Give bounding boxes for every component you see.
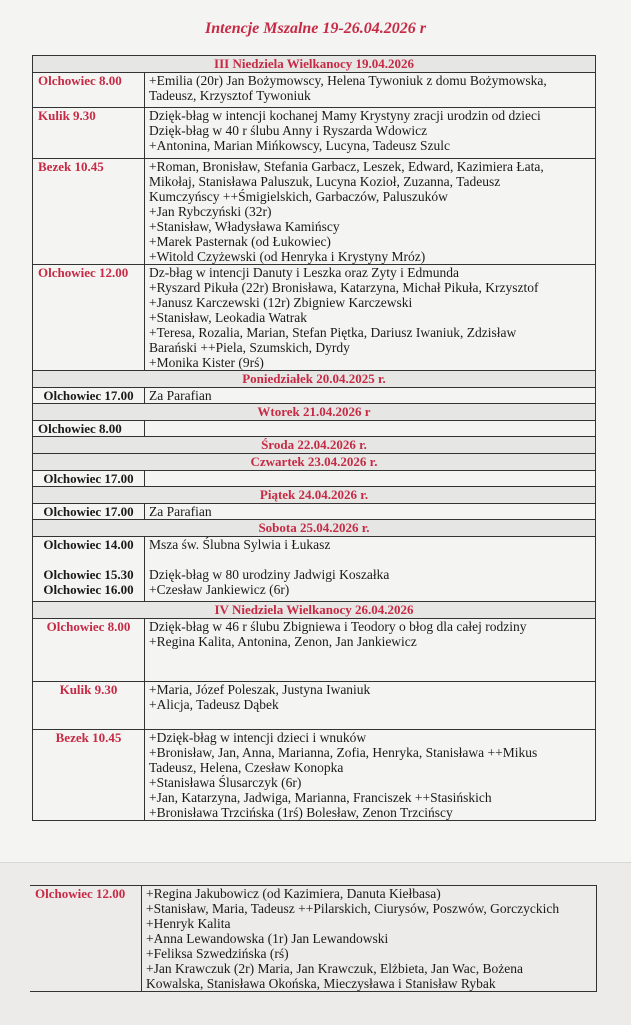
intention-line: +Maria, Józef Poleszak, Justyna Iwaniuk xyxy=(149,682,371,697)
table-row xyxy=(33,471,595,487)
intention-cell xyxy=(145,388,595,403)
intention-line: +Henryk Kalita xyxy=(146,916,231,931)
intention-cell xyxy=(145,730,595,820)
mass-time-cell xyxy=(30,886,142,991)
table-row xyxy=(33,619,595,682)
table-row xyxy=(30,886,596,991)
intention-line: Kumczyńscy ++Śmigielskich, Garbaczów, Paluszuków xyxy=(149,189,448,204)
intention-line: +Jan Krawczuk (2r) Maria, Jan Krawczuk, Elżbieta, Jan Wac, Bożena xyxy=(146,961,523,976)
table-row xyxy=(33,265,595,371)
mass-time-label: Bezek 10.45 xyxy=(55,730,122,745)
table-row xyxy=(33,73,595,108)
intention-cell xyxy=(145,108,595,158)
mass-time-cell xyxy=(33,682,145,729)
intention-cell xyxy=(145,619,595,681)
intention-cell xyxy=(145,265,595,370)
table-row xyxy=(33,108,595,159)
table-row xyxy=(33,537,595,602)
intention-line: +Stanisław, Leokadia Watrak xyxy=(149,310,307,325)
day-header: IV Niedziela Wielkanocy 26.04.2026 xyxy=(33,602,595,619)
intentions-table xyxy=(32,55,596,821)
day-header: Piątek 24.04.2026 r. xyxy=(33,487,595,504)
document-title: Intencje Mszalne 19-26.04.2026 r xyxy=(205,20,426,37)
mass-time-label: Kulik 9.30 xyxy=(59,682,118,697)
mass-time-label: Bezek 10.45 xyxy=(38,159,104,174)
intention-line: +Feliksa Szwedzińska (rś) xyxy=(146,946,289,961)
intention-line: Dzięk-błag w intencji kochanej Mamy Krystyny zracji urodzin od dzieci xyxy=(149,108,541,123)
intention-line: Tadeusz, Helena, Czesław Konopka xyxy=(149,760,344,775)
mass-time-cell xyxy=(33,265,145,370)
mass-time-label: Olchowiec 8.00 xyxy=(38,421,122,436)
table-row xyxy=(33,421,595,437)
intention-line: Kowalska, Stanisława Okońska, Mieczysława i Stanisław Rybak xyxy=(146,976,496,991)
intention-line: +Witold Czyżewski (od Henryka i Krystyny Mróz) xyxy=(149,249,426,264)
intention-line xyxy=(149,471,595,486)
intention-line: +Emilia (20r) Jan Bożymowscy, Helena Tywoniuk z domu Bożymowska, xyxy=(149,73,547,88)
table-row xyxy=(33,730,595,820)
mass-time-label: Olchowiec 14.00 xyxy=(43,537,134,552)
mass-time-label xyxy=(33,552,144,567)
mass-time-label: Olchowiec 8.00 xyxy=(38,73,122,88)
intentions-table-continued xyxy=(30,885,597,992)
intention-line: +Stanisława Ślusarczyk (6r) xyxy=(149,775,302,790)
mass-time-cell xyxy=(33,421,145,436)
mass-time-cell xyxy=(33,537,145,601)
intention-line: Dzięk-błag w 40 r ślubu Anny i Ryszarda Wdowicz xyxy=(149,123,428,138)
table-row xyxy=(33,388,595,404)
mass-time-label: Olchowiec 16.00 xyxy=(43,582,134,597)
day-header: Sobota 25.04.2026 r. xyxy=(33,520,595,537)
intention-cell xyxy=(145,471,595,486)
day-header: Środa 22.04.2026 r. xyxy=(33,437,595,454)
intention-line: +Regina Kalita, Antonina, Zenon, Jan Jankiewicz xyxy=(149,634,417,649)
mass-time-cell xyxy=(33,619,145,681)
intention-line: +Jan, Katarzyna, Jadwiga, Marianna, Franciszek ++Stasińskich xyxy=(149,790,492,805)
intention-line xyxy=(149,421,595,436)
day-header: Wtorek 21.04.2026 r xyxy=(33,404,595,421)
table-row xyxy=(33,504,595,520)
intention-line: +Monika Kister (9rś) xyxy=(149,355,264,370)
mass-time-label: Olchowiec 12.00 xyxy=(35,886,126,901)
intention-line: Dzięk-błag w 46 r ślubu Zbigniewa i Teodory o błog dla całej rodziny xyxy=(149,619,527,634)
intention-line: +Anna Lewandowska (1r) Jan Lewandowski xyxy=(146,931,389,946)
intention-line: +Antonina, Marian Mińkowscy, Lucyna, Tadeusz Szulc xyxy=(149,138,450,153)
intention-line: +Stanisław, Maria, Tadeusz ++Pilarskich, Ciurysów, Poszwów, Gorczyckich xyxy=(146,901,560,916)
mass-time-label: Olchowiec 17.00 xyxy=(43,388,134,403)
intention-cell xyxy=(145,159,595,264)
intention-line: +Jan Rybczyński (32r) xyxy=(149,204,272,219)
table-row xyxy=(33,159,595,265)
day-header: Poniedziałek 20.04.2025 r. xyxy=(33,371,595,388)
intention-cell xyxy=(145,537,595,601)
table-row xyxy=(33,682,595,730)
intention-line: Dzięk-błag w 80 urodziny Jadwigi Koszałka xyxy=(149,567,390,582)
intention-line: +Czesław Jankiewicz (6r) xyxy=(149,582,290,597)
intention-line: +Dzięk-błag w intencji dzieci i wnuków xyxy=(149,730,367,745)
intention-cell xyxy=(145,421,595,436)
intention-line: +Marek Pasternak (od Łukowiec) xyxy=(149,234,331,249)
intention-line: +Ryszard Pikuła (22r) Bronisława, Katarzyna, Michał Pikuła, Krzysztof xyxy=(149,280,539,295)
mass-time-cell xyxy=(33,504,145,519)
intention-line: Mikołaj, Stanisława Paluszuk, Lucyna Kozioł, Zuzanna, Tadeusz xyxy=(149,174,501,189)
intention-cell xyxy=(145,504,595,519)
intention-line: +Regina Jakubowicz (od Kazimiera, Danuta Kiełbasa) xyxy=(146,886,441,901)
mass-time-label: Olchowiec 17.00 xyxy=(43,504,134,519)
mass-time-label: Olchowiec 12.00 xyxy=(38,265,129,280)
intention-cell xyxy=(145,682,595,729)
mass-time-label: Olchowiec 17.00 xyxy=(43,471,134,486)
intention-cell xyxy=(145,73,595,107)
intention-line: Za Parafian xyxy=(149,388,212,403)
mass-time-cell xyxy=(33,730,145,820)
mass-time-cell xyxy=(33,73,145,107)
mass-time-cell xyxy=(33,471,145,486)
intention-line: Za Parafian xyxy=(149,504,212,519)
mass-time-label: Olchowiec 8.00 xyxy=(46,619,131,634)
intention-line: +Bronisław, Jan, Anna, Marianna, Zofia, Henryka, Stanisława ++Mikus xyxy=(149,745,538,760)
mass-time-label: Kulik 9.30 xyxy=(38,108,96,123)
day-header: Czwartek 23.04.2026 r. xyxy=(33,454,595,471)
intention-line: Barański ++Piela, Szumskich, Dyrdy xyxy=(149,340,350,355)
mass-time-cell xyxy=(33,108,145,158)
intention-line: +Janusz Karczewski (12r) Zbigniew Karczewski xyxy=(149,295,413,310)
mass-time-cell xyxy=(33,159,145,264)
intention-line: Dz-błag w intencji Danuty i Leszka oraz Zyty i Edmunda xyxy=(149,265,460,280)
intention-line: +Alicja, Tadeusz Dąbek xyxy=(149,697,279,712)
intention-cell xyxy=(142,886,596,991)
intention-line: Msza św. Ślubna Sylwia i Łukasz xyxy=(149,537,331,552)
intention-line xyxy=(149,552,595,567)
mass-time-label: Olchowiec 15.30 xyxy=(43,567,134,582)
intention-line: +Bronisława Trzcińska (1rś) Bolesław, Zenon Trzcińscy xyxy=(149,805,453,820)
intention-line: +Stanisław, Władysława Kamińscy xyxy=(149,219,340,234)
mass-time-cell xyxy=(33,388,145,403)
intention-line: Tadeusz, Krzysztof Tywoniuk xyxy=(149,88,311,103)
day-header: III Niedziela Wielkanocy 19.04.2026 xyxy=(33,56,595,73)
intention-line: +Teresa, Rozalia, Marian, Stefan Piętka, Dariusz Iwaniuk, Zdzisław xyxy=(149,325,517,340)
intention-line: +Roman, Bronisław, Stefania Garbacz, Leszek, Edward, Kazimiera Łata, xyxy=(149,159,544,174)
